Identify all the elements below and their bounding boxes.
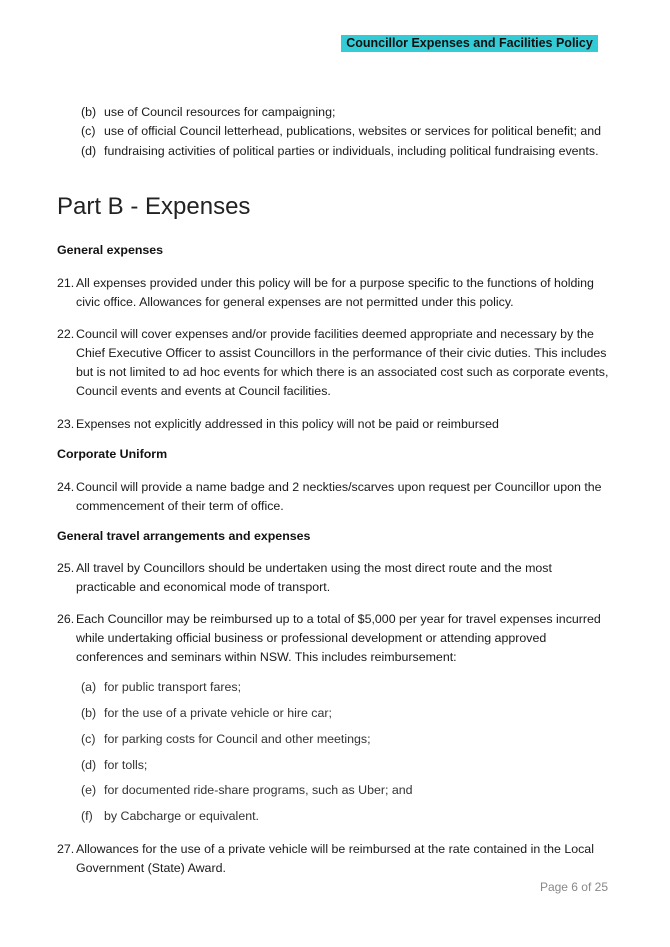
list-label: (e): [81, 783, 97, 797]
section-heading-travel: General travel arrangements and expenses: [57, 529, 311, 543]
paragraph-22: [76, 325, 616, 401]
item-number: 25.: [57, 561, 75, 575]
text-line: Allowances for the use of a private vehicle will be reimbursed at the rate contained in the Local: [76, 842, 594, 856]
list-item: fundraising activities of political parties or individuals, including political fundraising events.: [104, 144, 599, 158]
item-number: 22.: [57, 327, 75, 341]
text-line: All expenses provided under this policy will be for a purpose specific to the functions of holding: [76, 276, 594, 290]
item-number: 21.: [57, 276, 75, 290]
part-title: Part B - Expenses: [57, 193, 251, 220]
paragraph-27: [76, 840, 616, 878]
paragraph-24: [76, 478, 616, 516]
header-title: Councillor Expenses and Facilities Policy: [341, 35, 598, 52]
paragraph-23: [76, 415, 616, 434]
paragraph-26: [76, 610, 616, 667]
text-line: practicable and economical mode of transport.: [76, 580, 331, 594]
list-item: use of Council resources for campaigning;: [104, 105, 336, 119]
list-item: for documented ride-share programs, such as Uber; and: [104, 783, 413, 797]
text-line: civic office. Allowances for general expenses are not permitted under this policy.: [76, 295, 514, 309]
list-label: (b): [81, 706, 97, 720]
list-item: use of official Council letterhead, publications, websites or services for political benefit; and: [104, 124, 602, 138]
list-label: (b): [81, 105, 97, 119]
text-line: Expenses not explicitly addressed in this policy will not be paid or reimbursed: [76, 417, 499, 431]
list-item: for tolls;: [104, 758, 148, 772]
item-number: 26.: [57, 612, 75, 626]
text-line: Government (State) Award.: [76, 861, 226, 875]
list-item: for the use of a private vehicle or hire car;: [104, 706, 332, 720]
text-line: Council will cover expenses and/or provide facilities deemed appropriate and necessary by the: [76, 327, 594, 341]
paragraph-25: [76, 559, 616, 597]
item-number: 24.: [57, 480, 75, 494]
text-line: All travel by Councillors should be undertaken using the most direct route and the most: [76, 561, 552, 575]
text-line: Chief Executive Officer to assist Councillors in the performance of their civic duties. This includes: [76, 346, 607, 360]
item-number: 27.: [57, 842, 75, 856]
paragraph-21: [76, 274, 616, 312]
list-item: for parking costs for Council and other meetings;: [104, 732, 371, 746]
list-label: (c): [81, 124, 96, 138]
text-line: Each Councillor may be reimbursed up to a total of $5,000 per year for travel expenses incurred: [76, 612, 601, 626]
section-heading-general: General expenses: [57, 243, 164, 257]
list-label: (d): [81, 758, 97, 772]
list-label: (d): [81, 144, 97, 158]
text-line: while undertaking official business or professional development or attending approved: [76, 631, 547, 645]
text-line: but is not limited to ad hoc events for which there is an associated cost such as corporate events,: [76, 365, 609, 379]
item-number: 23.: [57, 417, 75, 431]
list-item: by Cabcharge or equivalent.: [104, 809, 259, 823]
list-label: (c): [81, 732, 96, 746]
text-line: Council events and events at Council facilities.: [76, 384, 331, 398]
text-line: commencement of their term of office.: [76, 499, 284, 513]
section-heading-uniform: Corporate Uniform: [57, 447, 168, 461]
page-number: Page 6 of 25: [539, 880, 608, 894]
text-line: conferences and seminars within NSW. This includes reimbursement:: [76, 650, 457, 664]
list-item: for public transport fares;: [104, 680, 242, 694]
list-label: (a): [81, 680, 97, 694]
text-line: Council will provide a name badge and 2 neckties/scarves upon request per Councillor upon the: [76, 480, 602, 494]
list-label: (f): [81, 809, 93, 823]
